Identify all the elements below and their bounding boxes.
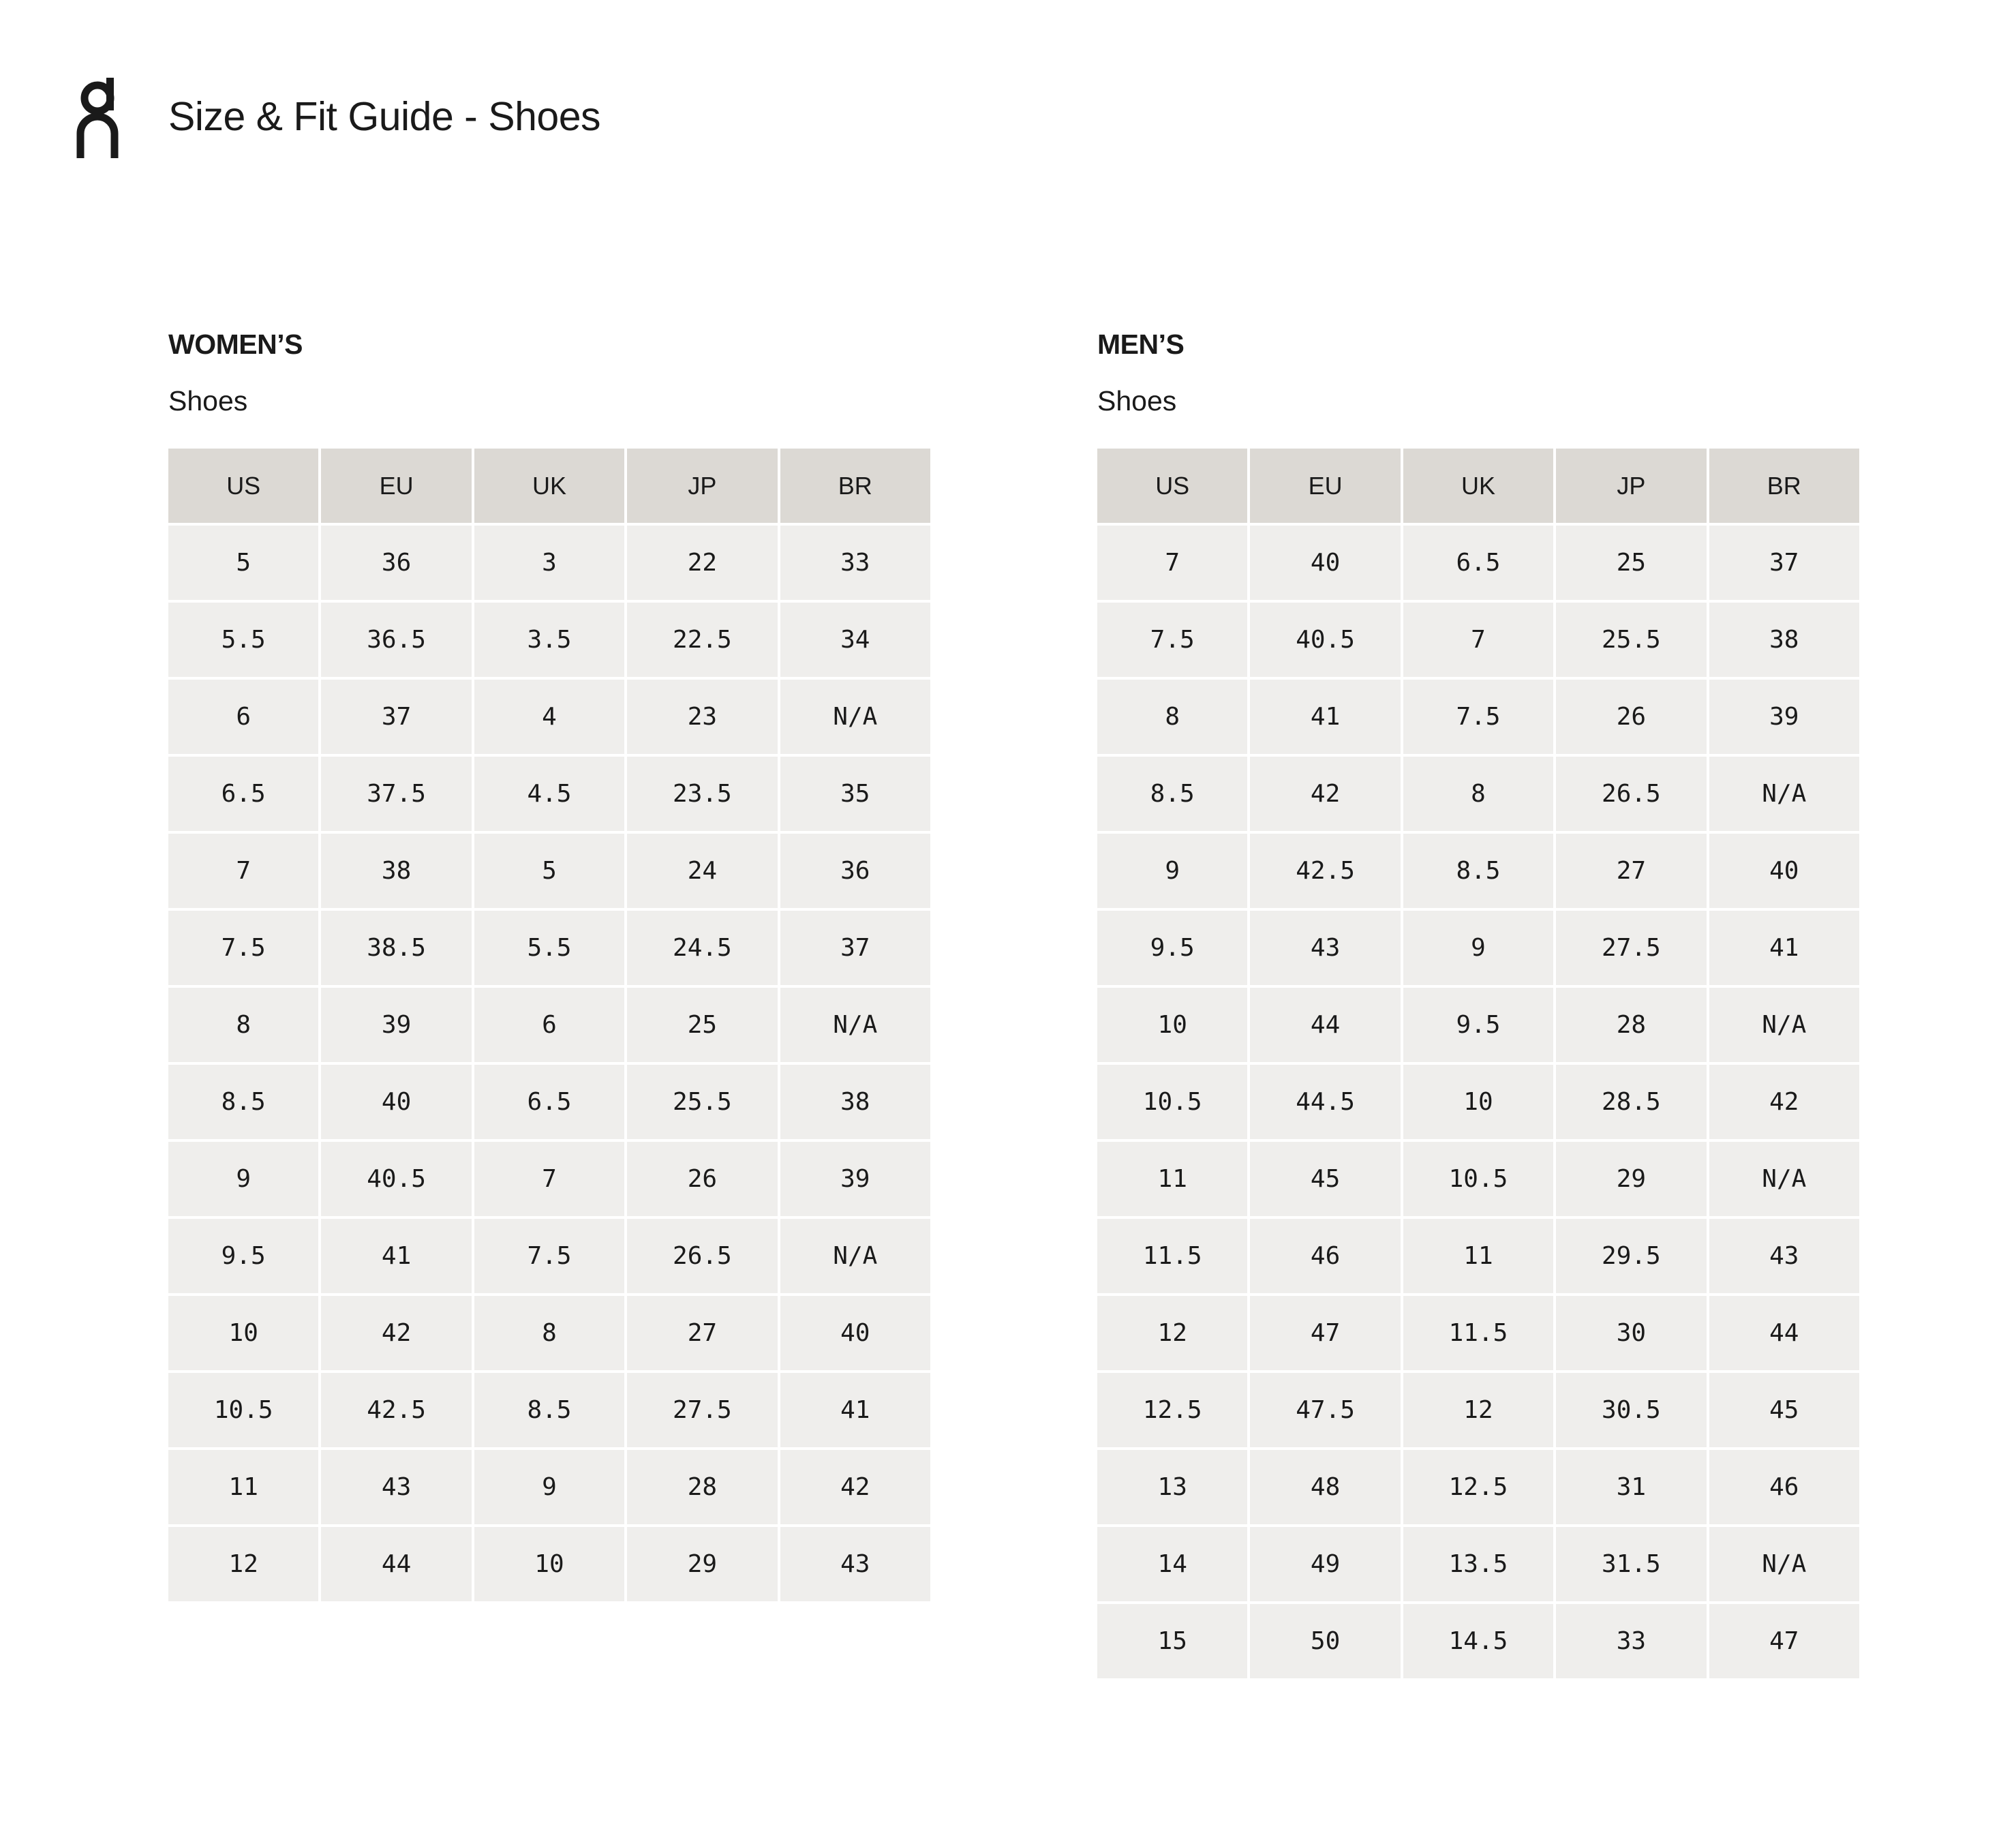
size-cell-eu: 44 <box>1250 988 1403 1065</box>
size-cell-us: 8.5 <box>1097 757 1250 834</box>
size-cell-eu: 40 <box>321 1065 474 1142</box>
size-cell-uk: 11.5 <box>1403 1296 1556 1373</box>
size-cell-eu: 41 <box>321 1219 474 1296</box>
table-row <box>168 1527 930 1604</box>
table-row <box>168 1219 930 1296</box>
table-row <box>168 1373 930 1450</box>
table-row <box>1097 1527 1859 1604</box>
size-cell-br: 34 <box>780 603 930 680</box>
size-cell-us: 12 <box>1097 1296 1250 1373</box>
mens-size-table <box>1097 449 1859 1681</box>
size-cell-uk: 8.5 <box>474 1373 627 1450</box>
size-cell-br: 39 <box>780 1142 930 1219</box>
size-cell-br: N/A <box>1709 988 1859 1065</box>
size-cell-us: 12.5 <box>1097 1373 1250 1450</box>
size-cell-eu: 36.5 <box>321 603 474 680</box>
size-cell-jp: 22.5 <box>627 603 780 680</box>
column-header-br: BR <box>780 449 930 526</box>
size-cell-br: 43 <box>1709 1219 1859 1296</box>
size-cell-eu: 48 <box>1250 1450 1403 1527</box>
size-cell-eu: 40.5 <box>1250 603 1403 680</box>
size-cell-eu: 49 <box>1250 1527 1403 1604</box>
size-cell-us: 8 <box>168 988 321 1065</box>
table-row <box>1097 1373 1859 1450</box>
womens-size-table <box>168 449 930 1604</box>
size-cell-eu: 42 <box>321 1296 474 1373</box>
size-cell-br: 40 <box>1709 834 1859 911</box>
size-cell-jp: 24.5 <box>627 911 780 988</box>
size-cell-us: 9 <box>1097 834 1250 911</box>
size-cell-jp: 23.5 <box>627 757 780 834</box>
size-cell-uk: 9 <box>474 1450 627 1527</box>
size-cell-br: 41 <box>1709 911 1859 988</box>
size-cell-us: 7 <box>168 834 321 911</box>
size-cell-eu: 41 <box>1250 680 1403 757</box>
size-cell-uk: 10.5 <box>1403 1142 1556 1219</box>
size-cell-eu: 40 <box>1250 526 1403 603</box>
table-row <box>1097 757 1859 834</box>
column-header-eu: EU <box>321 449 474 526</box>
size-cell-jp: 29.5 <box>1556 1219 1709 1296</box>
size-cell-br: 36 <box>780 834 930 911</box>
size-cell-jp: 26.5 <box>1556 757 1709 834</box>
size-cell-br: 47 <box>1709 1604 1859 1681</box>
size-cell-uk: 8.5 <box>1403 834 1556 911</box>
size-cell-us: 10.5 <box>168 1373 321 1450</box>
size-cell-eu: 38.5 <box>321 911 474 988</box>
size-cell-jp: 23 <box>627 680 780 757</box>
size-cell-uk: 9.5 <box>1403 988 1556 1065</box>
size-cell-uk: 7.5 <box>474 1219 627 1296</box>
size-cell-eu: 50 <box>1250 1604 1403 1681</box>
size-cell-jp: 26.5 <box>627 1219 780 1296</box>
size-cell-jp: 30.5 <box>1556 1373 1709 1450</box>
size-cell-uk: 9 <box>1403 911 1556 988</box>
size-cell-uk: 6.5 <box>1403 526 1556 603</box>
size-cell-jp: 25 <box>1556 526 1709 603</box>
size-cell-uk: 12 <box>1403 1373 1556 1450</box>
size-cell-eu: 42 <box>1250 757 1403 834</box>
size-cell-uk: 8 <box>474 1296 627 1373</box>
table-row <box>1097 1450 1859 1527</box>
size-cell-jp: 25 <box>627 988 780 1065</box>
table-row <box>168 526 930 603</box>
size-cell-jp: 27 <box>1556 834 1709 911</box>
table-row <box>168 757 930 834</box>
size-cell-jp: 33 <box>1556 1604 1709 1681</box>
size-cell-jp: 27.5 <box>627 1373 780 1450</box>
size-cell-uk: 7 <box>1403 603 1556 680</box>
size-cell-eu: 44.5 <box>1250 1065 1403 1142</box>
size-cell-br: 43 <box>780 1527 930 1604</box>
size-cell-us: 11 <box>1097 1142 1250 1219</box>
size-cell-eu: 43 <box>1250 911 1403 988</box>
column-header-uk: UK <box>474 449 627 526</box>
table-row <box>1097 1296 1859 1373</box>
size-cell-us: 10 <box>1097 988 1250 1065</box>
size-cell-jp: 31.5 <box>1556 1527 1709 1604</box>
size-cell-uk: 12.5 <box>1403 1450 1556 1527</box>
size-cell-br: 37 <box>780 911 930 988</box>
size-cell-us: 7 <box>1097 526 1250 603</box>
size-cell-br: 41 <box>780 1373 930 1450</box>
size-cell-us: 9.5 <box>1097 911 1250 988</box>
column-header-br: BR <box>1709 449 1859 526</box>
table-row <box>168 603 930 680</box>
size-cell-br: 37 <box>1709 526 1859 603</box>
size-cell-uk: 4 <box>474 680 627 757</box>
womens-heading: WOMEN’S <box>168 329 303 360</box>
size-cell-us: 9 <box>168 1142 321 1219</box>
size-cell-uk: 4.5 <box>474 757 627 834</box>
table-row <box>1097 911 1859 988</box>
size-cell-jp: 30 <box>1556 1296 1709 1373</box>
size-cell-br: 38 <box>1709 603 1859 680</box>
table-row <box>1097 526 1859 603</box>
size-cell-uk: 5.5 <box>474 911 627 988</box>
size-cell-us: 11 <box>168 1450 321 1527</box>
column-header-eu: EU <box>1250 449 1403 526</box>
column-header-jp: JP <box>1556 449 1709 526</box>
mens-heading: MEN’S <box>1097 329 1185 360</box>
size-cell-uk: 10 <box>474 1527 627 1604</box>
size-cell-br: 35 <box>780 757 930 834</box>
size-cell-eu: 45 <box>1250 1142 1403 1219</box>
size-cell-us: 8.5 <box>168 1065 321 1142</box>
size-cell-br: 33 <box>780 526 930 603</box>
size-cell-uk: 8 <box>1403 757 1556 834</box>
size-cell-jp: 24 <box>627 834 780 911</box>
size-cell-uk: 3 <box>474 526 627 603</box>
table-row <box>168 680 930 757</box>
size-cell-jp: 26 <box>627 1142 780 1219</box>
table-row <box>1097 1065 1859 1142</box>
table-header-row <box>1097 449 1859 526</box>
size-cell-us: 13 <box>1097 1450 1250 1527</box>
size-cell-eu: 37.5 <box>321 757 474 834</box>
column-header-us: US <box>168 449 321 526</box>
size-cell-jp: 28 <box>1556 988 1709 1065</box>
size-cell-jp: 26 <box>1556 680 1709 757</box>
table-row <box>1097 834 1859 911</box>
page-title: Size & Fit Guide - Shoes <box>168 94 601 139</box>
table-row <box>168 1450 930 1527</box>
size-cell-br: 39 <box>1709 680 1859 757</box>
size-cell-br: 38 <box>780 1065 930 1142</box>
table-row <box>168 911 930 988</box>
table-row <box>168 1142 930 1219</box>
column-header-jp: JP <box>627 449 780 526</box>
size-cell-jp: 29 <box>627 1527 780 1604</box>
size-cell-jp: 29 <box>1556 1142 1709 1219</box>
size-cell-jp: 27 <box>627 1296 780 1373</box>
size-cell-eu: 36 <box>321 526 474 603</box>
size-cell-br: N/A <box>1709 757 1859 834</box>
table-row <box>168 1065 930 1142</box>
table-header-row <box>168 449 930 526</box>
size-cell-us: 6.5 <box>168 757 321 834</box>
size-cell-us: 5 <box>168 526 321 603</box>
size-cell-eu: 42.5 <box>321 1373 474 1450</box>
size-cell-us: 7.5 <box>168 911 321 988</box>
size-cell-uk: 6.5 <box>474 1065 627 1142</box>
size-cell-br: N/A <box>780 988 930 1065</box>
size-cell-br: N/A <box>780 680 930 757</box>
size-cell-eu: 44 <box>321 1527 474 1604</box>
size-cell-us: 15 <box>1097 1604 1250 1681</box>
size-cell-eu: 38 <box>321 834 474 911</box>
on-brand-logo-icon <box>76 76 119 158</box>
size-cell-us: 10.5 <box>1097 1065 1250 1142</box>
size-cell-us: 11.5 <box>1097 1219 1250 1296</box>
size-cell-jp: 28 <box>627 1450 780 1527</box>
size-cell-us: 14 <box>1097 1527 1250 1604</box>
size-cell-eu: 37 <box>321 680 474 757</box>
size-cell-jp: 25.5 <box>627 1065 780 1142</box>
size-cell-br: N/A <box>780 1219 930 1296</box>
table-row <box>168 834 930 911</box>
size-cell-jp: 25.5 <box>1556 603 1709 680</box>
column-header-uk: UK <box>1403 449 1556 526</box>
size-cell-us: 9.5 <box>168 1219 321 1296</box>
size-cell-br: 42 <box>1709 1065 1859 1142</box>
table-row <box>1097 1219 1859 1296</box>
size-cell-br: 40 <box>780 1296 930 1373</box>
size-cell-eu: 43 <box>321 1450 474 1527</box>
size-cell-uk: 13.5 <box>1403 1527 1556 1604</box>
size-cell-jp: 28.5 <box>1556 1065 1709 1142</box>
size-cell-jp: 27.5 <box>1556 911 1709 988</box>
table-row <box>1097 1142 1859 1219</box>
size-cell-br: 46 <box>1709 1450 1859 1527</box>
size-cell-uk: 3.5 <box>474 603 627 680</box>
size-cell-us: 5.5 <box>168 603 321 680</box>
size-cell-jp: 31 <box>1556 1450 1709 1527</box>
size-cell-eu: 47.5 <box>1250 1373 1403 1450</box>
size-cell-uk: 10 <box>1403 1065 1556 1142</box>
size-cell-uk: 7.5 <box>1403 680 1556 757</box>
size-cell-eu: 40.5 <box>321 1142 474 1219</box>
size-cell-br: N/A <box>1709 1142 1859 1219</box>
size-cell-uk: 14.5 <box>1403 1604 1556 1681</box>
table-row <box>168 1296 930 1373</box>
size-cell-eu: 47 <box>1250 1296 1403 1373</box>
size-cell-us: 6 <box>168 680 321 757</box>
size-cell-uk: 11 <box>1403 1219 1556 1296</box>
size-cell-eu: 46 <box>1250 1219 1403 1296</box>
size-cell-us: 7.5 <box>1097 603 1250 680</box>
size-cell-br: 44 <box>1709 1296 1859 1373</box>
size-cell-uk: 5 <box>474 834 627 911</box>
size-cell-eu: 42.5 <box>1250 834 1403 911</box>
size-cell-uk: 7 <box>474 1142 627 1219</box>
size-cell-eu: 39 <box>321 988 474 1065</box>
size-cell-us: 12 <box>168 1527 321 1604</box>
size-cell-us: 8 <box>1097 680 1250 757</box>
size-cell-br: N/A <box>1709 1527 1859 1604</box>
size-cell-us: 10 <box>168 1296 321 1373</box>
table-row <box>1097 680 1859 757</box>
column-header-us: US <box>1097 449 1250 526</box>
table-row <box>168 988 930 1065</box>
size-cell-jp: 22 <box>627 526 780 603</box>
table-row <box>1097 988 1859 1065</box>
size-cell-br: 42 <box>780 1450 930 1527</box>
size-cell-uk: 6 <box>474 988 627 1065</box>
womens-subheading: Shoes <box>168 385 248 417</box>
table-row <box>1097 603 1859 680</box>
size-cell-br: 45 <box>1709 1373 1859 1450</box>
mens-subheading: Shoes <box>1097 385 1177 417</box>
table-row <box>1097 1604 1859 1681</box>
